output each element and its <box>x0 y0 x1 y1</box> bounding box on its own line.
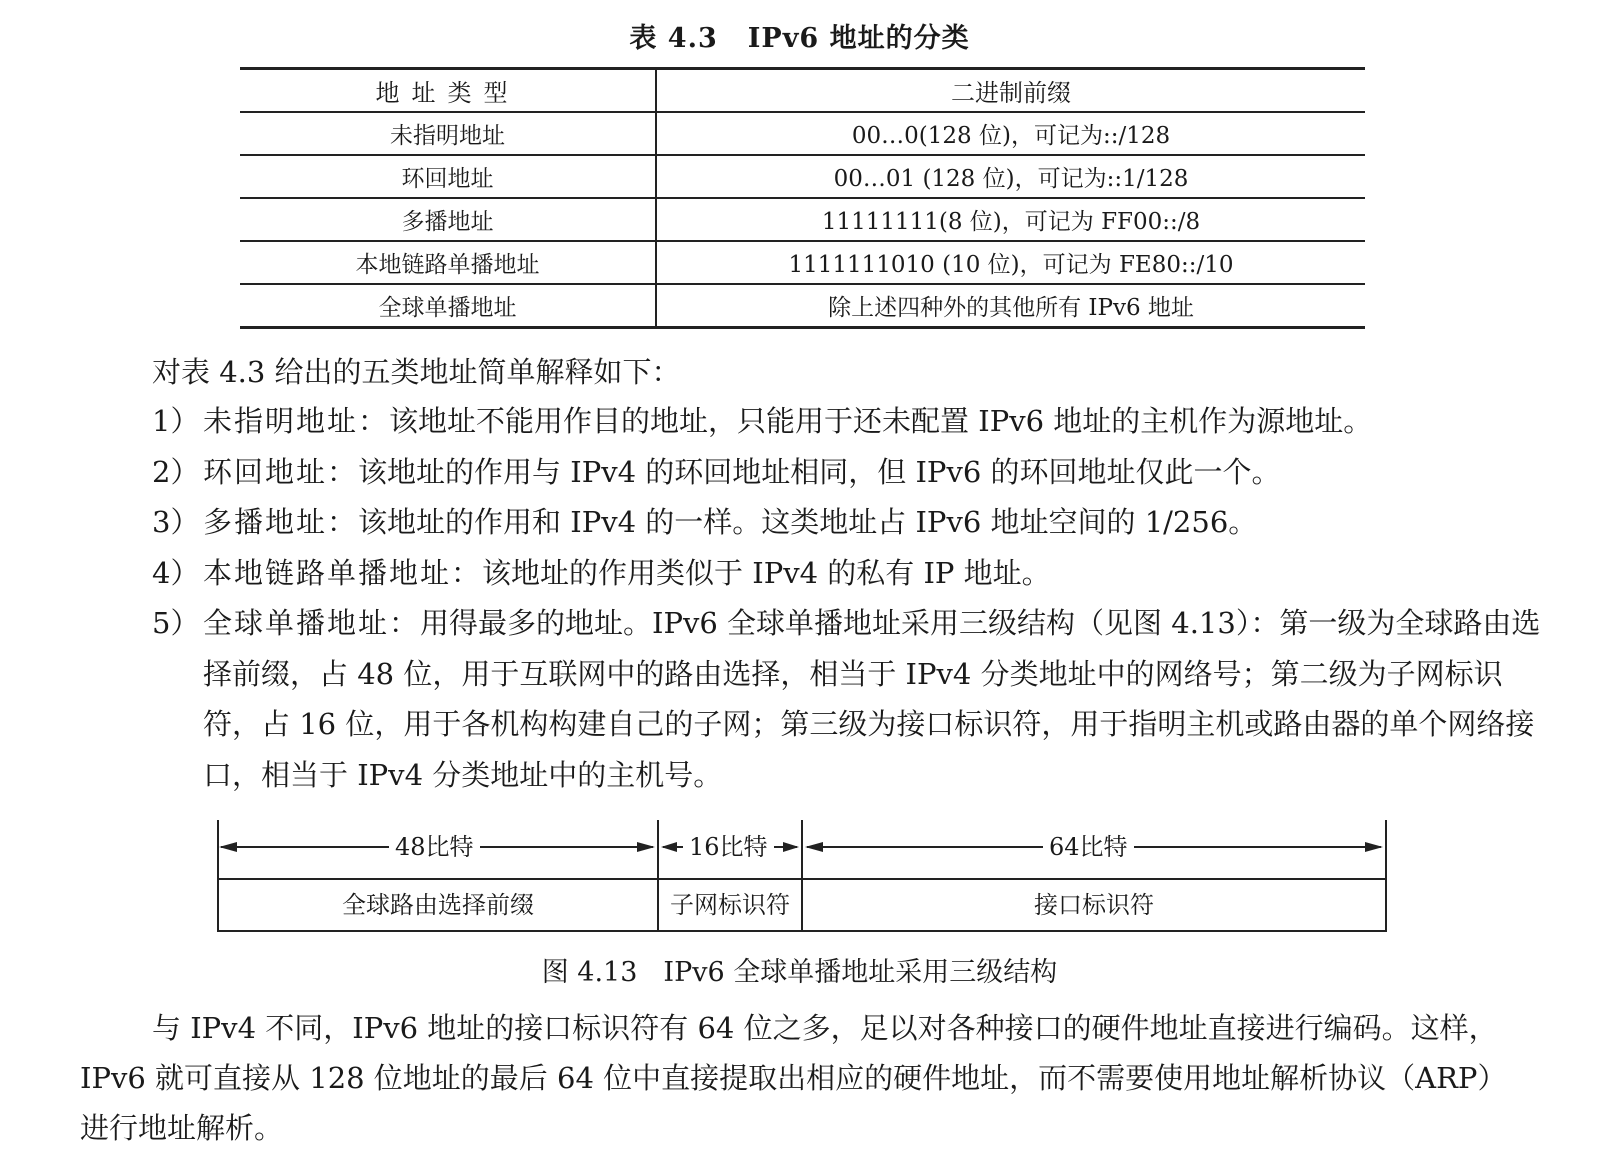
closing-text: 与 IPv4 不同，IPv6 地址的接口标识符有 64 位之多，足以对各种接口的硬件地址直接进行编码。这样，IPv6 就可直接从 128 位地址的最后 64 位中直接提取出相应的硬件地址，而不需要使用地址解析协议（ARP）进行地址解析。 <box>80 1011 1507 1145</box>
table-row <box>240 198 1365 241</box>
item-term: 未指明地址： <box>203 404 390 438</box>
item-text: 该地址不能用作目的地址，只能用于还未配置 IPv6 地址的主机作为源地址。 <box>389 404 1373 438</box>
box-bottom-line <box>217 930 1387 932</box>
item-term: 全球单播地址： <box>203 606 421 640</box>
address-structure-figure <box>217 820 1387 932</box>
item-text: 用得最多的地址。IPv6 全球单播地址采用三级结构（见图 4.13）：第一级为全球路由选择前缀，占 48 位，用于互联网中的路由选择，相当于 IPv4 分类地址中的网络号；第二级为子网标识符，占 16 位，用于各机构构建自己的子网；第三级为接口标识符，用于指明主机或路由器的单个网络接口，相当于 IPv4 分类地址中的主机号。 <box>203 606 1541 792</box>
item-text: 该地址的作用与 IPv4 的环回地址相同，但 IPv6 的环回地址仅此一个。 <box>358 454 1281 489</box>
table-number: 表 4.3 <box>629 23 718 54</box>
item-term: 多播地址： <box>203 505 359 539</box>
cell-address-type: 未指明地址 <box>240 112 656 155</box>
segment-routing-prefix: 全球路由选择前缀 <box>342 891 534 919</box>
item-text: 该地址的作用和 IPv4 的一样。这类地址占 IPv6 地址空间的 1/256。 <box>358 505 1258 539</box>
segment-interface-id: 接口标识符 <box>1034 891 1154 919</box>
intro-paragraph: 对表 4.3 给出的五类地址简单解释如下： <box>152 355 681 389</box>
item-number: 3） <box>152 505 200 539</box>
cell-address-type: 多播地址 <box>240 198 656 241</box>
bits-label-64: 64比特 <box>1043 832 1134 862</box>
cell-address-type: 环回地址 <box>240 155 656 198</box>
item-number: 4） <box>152 555 200 590</box>
segment-subnet-id: 子网标识符 <box>670 891 790 919</box>
figure-caption-text: IPv6 全球单播地址采用三级结构 <box>663 957 1058 988</box>
cell-binary-prefix: 00…01 (128 位)，可记为::1/128 <box>656 155 1365 198</box>
item-number: 2） <box>152 454 200 489</box>
list-item <box>152 548 1552 599</box>
table-row <box>240 112 1365 155</box>
table-title-text: IPv6 地址的分类 <box>747 23 970 54</box>
table-title <box>0 16 1599 55</box>
cell-binary-prefix: 00…0(128 位)，可记为::/128 <box>656 112 1365 155</box>
address-type-table <box>240 67 1365 329</box>
cell-binary-prefix: 1111111010 (10 位)，可记为 FE80::/10 <box>656 241 1365 284</box>
header-address-type: 地址类型 <box>240 69 656 113</box>
cell-address-type: 全球单播地址 <box>240 284 656 328</box>
cell-address-type: 本地链路单播地址 <box>240 241 656 284</box>
figure-number: 图 4.13 <box>541 957 638 988</box>
item-number: 5） <box>152 606 200 640</box>
bits-label-48: 48比特 <box>389 832 480 862</box>
item-text: 该地址的作用类似于 IPv4 的私有 IP 地址。 <box>482 555 1051 590</box>
table-row <box>240 241 1365 284</box>
item-term: 本地链路单播地址： <box>203 555 483 590</box>
item-term: 环回地址： <box>203 454 359 489</box>
list-item <box>152 598 1552 800</box>
explanation-list <box>152 396 1552 800</box>
table-row <box>240 155 1365 198</box>
bits-label-16: 16比特 <box>683 832 774 862</box>
cell-binary-prefix: 除上述四种外的其他所有 IPv6 地址 <box>656 284 1365 328</box>
header-binary-prefix: 二进制前缀 <box>656 69 1365 113</box>
list-item <box>152 396 1552 447</box>
closing-paragraph <box>80 1003 1530 1153</box>
list-item <box>152 497 1552 548</box>
table-header-row <box>240 69 1365 113</box>
cell-binary-prefix: 11111111(8 位)，可记为 FF00::/8 <box>656 198 1365 241</box>
list-item <box>152 447 1552 498</box>
figure-caption <box>0 950 1599 989</box>
table-row <box>240 284 1365 328</box>
item-number: 1） <box>152 404 200 438</box>
